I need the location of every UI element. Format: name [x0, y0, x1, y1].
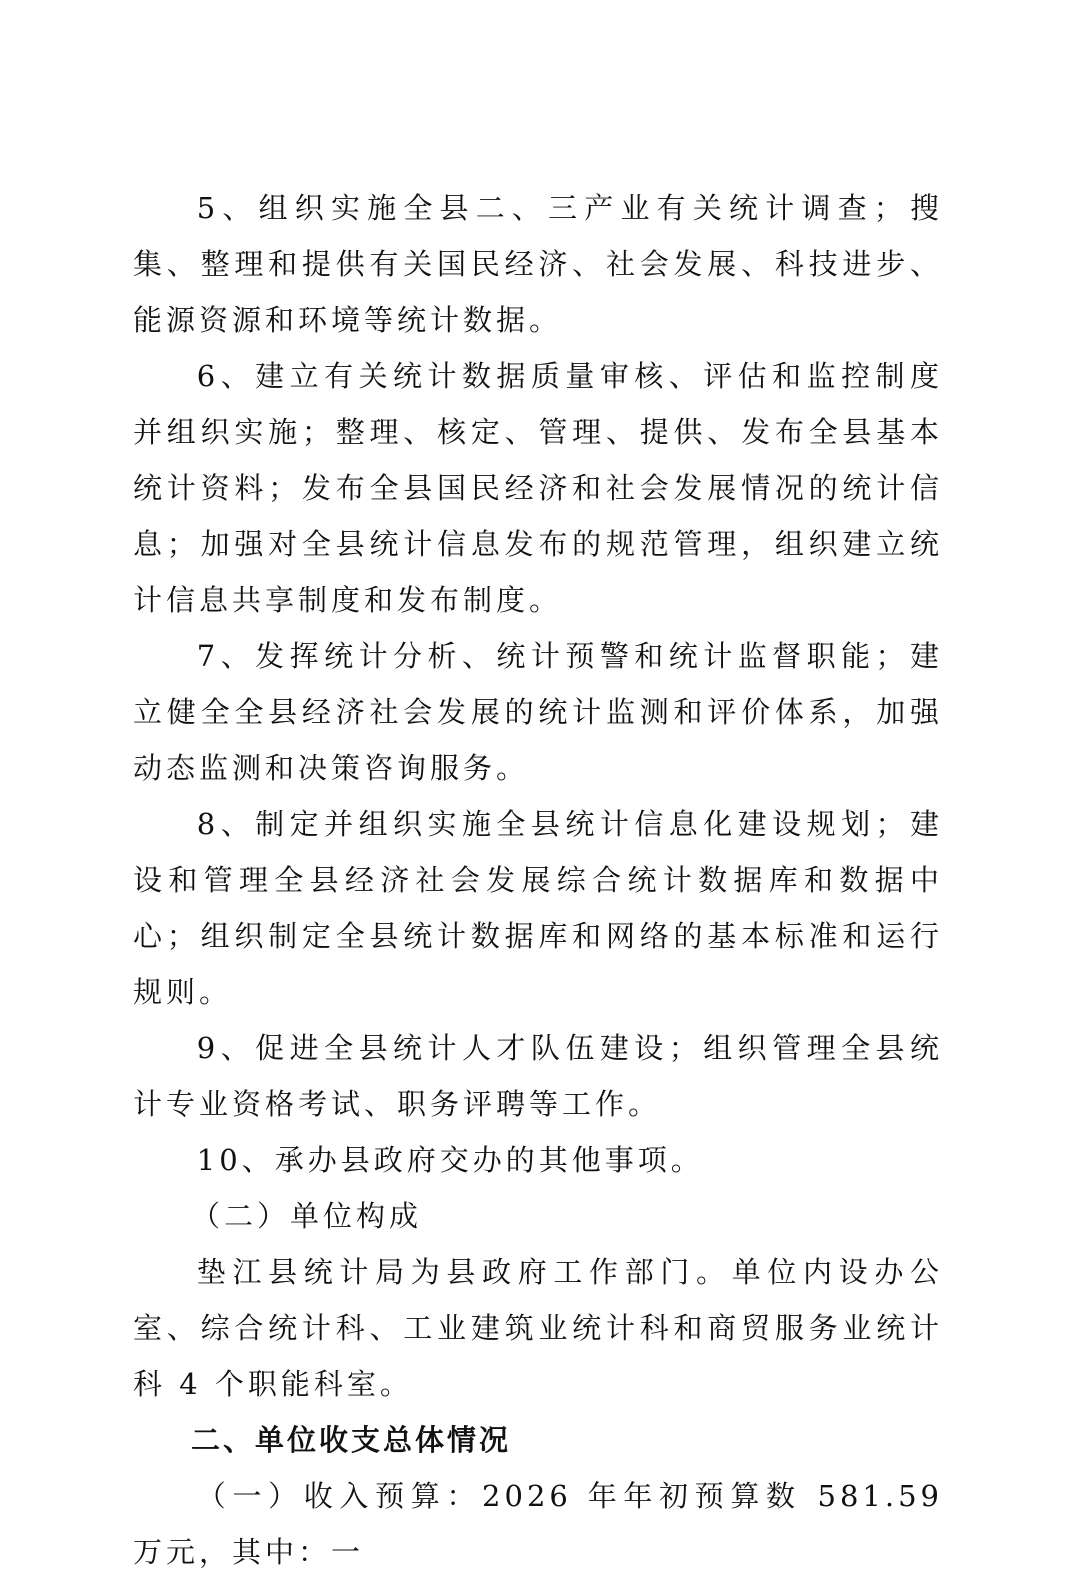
paragraph-item-10: 10、承办县政府交办的其他事项。	[196, 1143, 704, 1177]
paragraph-item-6: 6、建立有关统计数据质量审核、评估和监控制度并组织实施；整理、核定、管理、提供、发布全县基本统计资料；发布全县国民经济和社会发展情况的统计信息；加强对全县统计信息发布的规范管理，组织建立统计信息共享制度和发布制度。	[133, 359, 943, 617]
paragraph-item-9: 9、促进全县统计人才队伍建设；组织管理全县统计专业资格考试、职务评聘等工作。	[133, 1031, 943, 1121]
paragraph-item-8: 8、制定并组织实施全县统计信息化建设规划；建设和管理全县经济社会发展综合统计数据库和数据中心；组织制定全县统计数据库和网络的基本标准和运行规则。	[133, 807, 943, 1009]
income-budget-line: （一）收入预算：2026 年年初预算数 581.59 万元，其中：一	[133, 1479, 943, 1569]
paragraph-item-5: 5、组织实施全县二、三产业有关统计调查；搜集、整理和提供有关国民经济、社会发展、科技进步、能源资源和环境等统计数据。	[133, 191, 943, 337]
section-2-heading: 二、单位收支总体情况	[191, 1423, 512, 1457]
unit-composition-body: 垫江县统计局为县政府工作部门。单位内设办公室、综合统计科、工业建筑业统计科和商贸服务业统计科 4 个职能科室。	[133, 1255, 943, 1401]
paragraph-item-7: 7、发挥统计分析、统计预警和统计监督职能；建立健全全县经济社会发展的统计监测和评价体系，加强动态监测和决策咨询服务。	[133, 639, 943, 785]
document-body	[133, 180, 943, 1580]
unit-composition-heading: （二）单位构成	[191, 1199, 423, 1233]
